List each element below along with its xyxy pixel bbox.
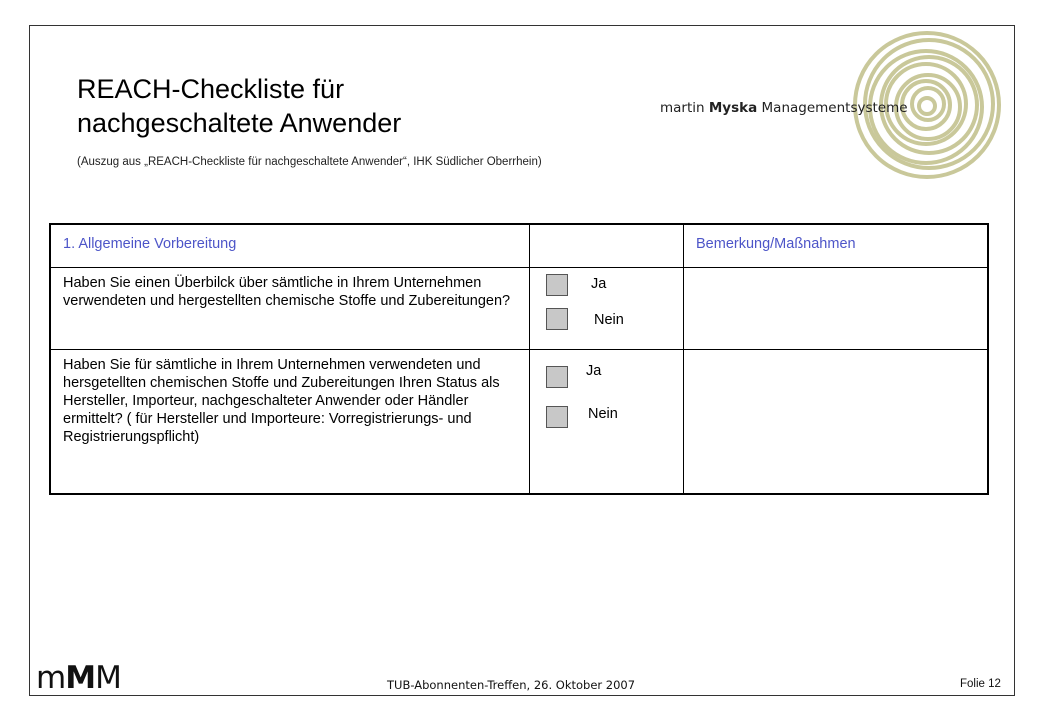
footer-event: TUB-Abonnenten-Treffen, 26. Oktober 2007 <box>387 678 636 692</box>
option-yes <box>546 274 673 308</box>
brand-prefix: martin <box>660 100 709 116</box>
answer-cell <box>530 349 684 494</box>
option-no-label: Nein <box>594 311 624 328</box>
header-section: 1. Allgemeine Vorbereitung <box>50 224 530 267</box>
logo-part-3: M <box>95 660 121 696</box>
checkbox-no[interactable] <box>546 308 568 330</box>
option-yes-label: Ja <box>586 362 602 379</box>
remarks-cell[interactable] <box>684 349 989 494</box>
option-no <box>546 308 673 334</box>
slide-number: Folie 12 <box>960 678 1001 690</box>
logo-part-1: m <box>36 660 66 696</box>
option-yes-label: Ja <box>591 275 607 292</box>
brand-name <box>660 100 908 116</box>
checklist-table <box>49 223 989 495</box>
checkbox-no[interactable] <box>546 406 568 428</box>
slide-subtitle: (Auszug aus „REACH-Checkliste für nachgeschaltete Anwender“, IHK Südlicher Oberrhein) <box>77 156 542 168</box>
remarks-cell[interactable] <box>684 267 989 349</box>
logo-part-2: M <box>65 660 96 696</box>
slide-title <box>77 72 401 140</box>
header-remarks: Bemerkung/Maßnahmen <box>684 224 989 267</box>
checkbox-yes[interactable] <box>546 366 568 388</box>
checkbox-yes[interactable] <box>546 274 568 296</box>
title-line-1: REACH-Checkliste für <box>77 74 345 104</box>
answer-cell <box>530 267 684 349</box>
option-yes <box>546 362 673 406</box>
header-answer <box>530 224 684 267</box>
table-header-row <box>50 224 988 267</box>
question-cell: Haben Sie für sämtliche in Ihrem Unternehmen verwendeten und hersgetellten chemischen Stoffe und Zubereitungen Ihren Status als Hersteller, Importeur, nachgeschalteter Anwender oder Händler ermittelt? ( für Hersteller und Importeure: Vorregistrierungs- und Registrierungspflicht) <box>50 349 530 494</box>
option-no-label: Nein <box>588 405 618 422</box>
question-cell: Haben Sie einen Überbilck über sämtliche in Ihrem Unternehmen verwendeten und hergestellten chemische Stoffe und Zubereitungen? <box>50 267 530 349</box>
mmm-logo <box>36 660 121 696</box>
brand-bold: Myska <box>708 100 758 116</box>
table-row <box>50 267 988 349</box>
title-line-2: nachgeschaltete Anwender <box>77 108 402 138</box>
option-no <box>546 406 673 440</box>
table-row <box>50 349 988 494</box>
brand-suffix: Managementsysteme <box>757 100 908 116</box>
